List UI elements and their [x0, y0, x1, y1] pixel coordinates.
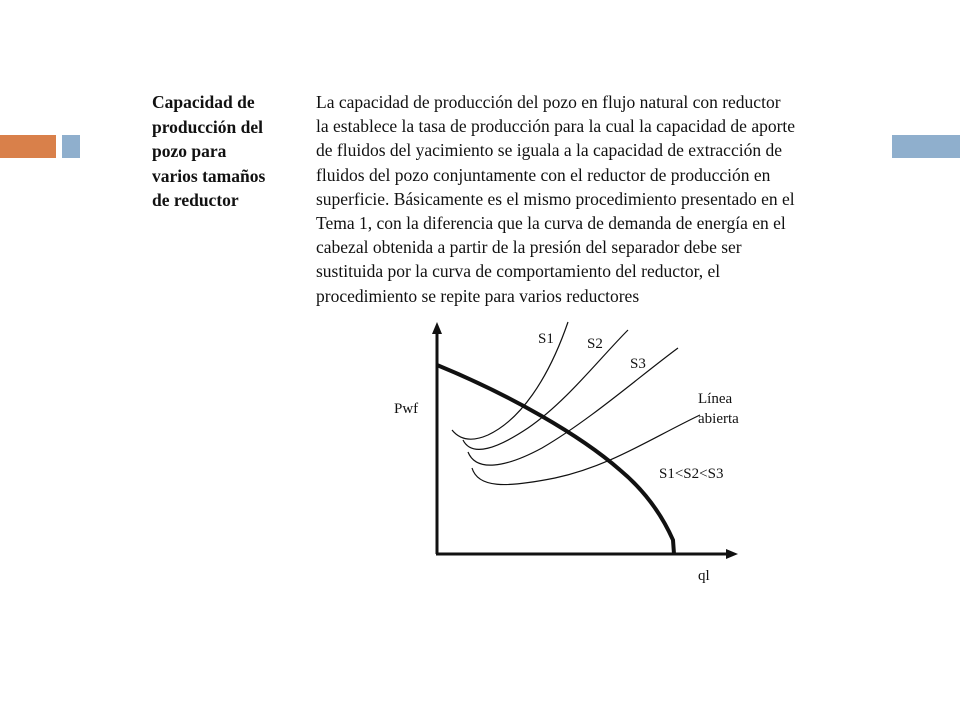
heading-line: producción del	[152, 116, 264, 137]
curve-label-s3: S3	[630, 356, 646, 372]
paragraph-line: la establece la tasa de producción para la cual la capacidad de aporte	[316, 116, 796, 137]
relation-label: S1<S2<S3	[659, 466, 724, 482]
heading-line: de reductor	[152, 190, 239, 210]
blue-accent-square	[62, 135, 80, 158]
paragraph-line: superficie. Básicamente es el mismo procedimiento presentado en el	[316, 188, 795, 209]
curve-label-open-line-2: abierta	[698, 411, 739, 427]
choke-performance-diagram	[380, 310, 760, 590]
paragraph-line: fluidos del pozo conjuntamente con el reductor de producción en	[316, 164, 771, 185]
x-axis-arrowhead	[726, 549, 738, 559]
curve-label-s2: S2	[587, 336, 603, 352]
paragraph-line: de fluidos del yacimiento se iguala a la capacidad de extracción de	[316, 140, 782, 161]
y-axis-arrowhead	[432, 322, 442, 334]
body-paragraph	[316, 90, 836, 308]
x-axis-label: ql	[698, 568, 710, 584]
heading-line: pozo para	[152, 141, 227, 161]
blue-accent-bar	[892, 135, 960, 158]
heading-line: varios tamaños	[152, 165, 266, 186]
curve-label-open-line: Línea	[698, 391, 733, 407]
y-axis-label: Pwf	[394, 401, 419, 417]
orange-accent-bar	[0, 135, 56, 158]
section-heading	[152, 90, 302, 213]
paragraph-line: cabezal obtenida a partir de la presión del separador debe ser	[316, 237, 742, 258]
heading-line: Capacidad de	[152, 92, 255, 112]
paragraph-line: La capacidad de producción del pozo en flujo natural con reductor	[316, 92, 781, 112]
paragraph-line: Tema 1, con la diferencia que la curva de demanda de energía en el	[316, 213, 786, 234]
paragraph-line: procedimiento se repite para varios reductores	[316, 285, 640, 306]
choke-curve-s3	[468, 348, 678, 465]
paragraph-line: sustituida por la curva de comportamiento del reductor, el	[316, 261, 721, 282]
curve-label-s1: S1	[538, 331, 554, 347]
